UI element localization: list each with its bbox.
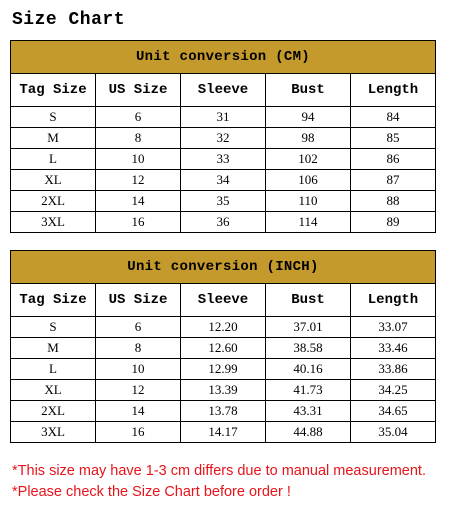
table-cell: 12	[96, 380, 181, 401]
table-cell: 106	[266, 170, 351, 191]
note-check-chart: *Please check the Size Chart before order !	[12, 484, 291, 500]
table-cell: 35.04	[351, 422, 436, 443]
table-cell: 2XL	[11, 401, 96, 422]
table-cell: 12	[96, 170, 181, 191]
column-header-tag-size: Tag Size	[11, 284, 96, 317]
table-cell: 33.07	[351, 317, 436, 338]
table-cell: S	[11, 317, 96, 338]
table-cell: 31	[181, 107, 266, 128]
table-cell: 13.39	[181, 380, 266, 401]
size-table-inch	[10, 250, 436, 443]
table-cell: 89	[351, 212, 436, 233]
table-row	[11, 191, 436, 212]
table-cell: 33	[181, 149, 266, 170]
table-cell: 16	[96, 212, 181, 233]
table-cell: 41.73	[266, 380, 351, 401]
table-row	[11, 359, 436, 380]
table-cell: 8	[96, 128, 181, 149]
table-cell: S	[11, 107, 96, 128]
table-cell: 12.60	[181, 338, 266, 359]
column-header-us-size: US Size	[96, 74, 181, 107]
table-row	[11, 107, 436, 128]
size-table-cm	[10, 40, 436, 233]
table-cell: 94	[266, 107, 351, 128]
table-cell: 37.01	[266, 317, 351, 338]
table-cell: 10	[96, 359, 181, 380]
table-cell: 12.99	[181, 359, 266, 380]
table-cell: 14.17	[181, 422, 266, 443]
table-row	[11, 317, 436, 338]
column-header-tag-size: Tag Size	[11, 74, 96, 107]
table-row	[11, 170, 436, 191]
table-cell: 87	[351, 170, 436, 191]
table-cell: 85	[351, 128, 436, 149]
page-title: Size Chart	[12, 10, 126, 30]
table-cell: 98	[266, 128, 351, 149]
table-cell: 84	[351, 107, 436, 128]
table-row	[11, 338, 436, 359]
table-cell: 114	[266, 212, 351, 233]
column-header-sleeve: Sleeve	[181, 284, 266, 317]
note-measurement: *This size may have 1-3 cm differs due to manual measurement.	[12, 463, 426, 479]
table-cell: 10	[96, 149, 181, 170]
table-cell: 32	[181, 128, 266, 149]
table-cell: 2XL	[11, 191, 96, 212]
table-cell: L	[11, 149, 96, 170]
table-cell: 3XL	[11, 212, 96, 233]
table-cell: 33.46	[351, 338, 436, 359]
table-cell: 43.31	[266, 401, 351, 422]
table-row	[11, 212, 436, 233]
table-cell: 13.78	[181, 401, 266, 422]
column-header-bust: Bust	[266, 74, 351, 107]
table-cell: M	[11, 128, 96, 149]
table-row	[11, 128, 436, 149]
table-cell: 6	[96, 317, 181, 338]
table-cell: 14	[96, 401, 181, 422]
table-cell: 88	[351, 191, 436, 212]
table-row	[11, 401, 436, 422]
table-cell: 110	[266, 191, 351, 212]
column-header-us-size: US Size	[96, 284, 181, 317]
table-cell: 3XL	[11, 422, 96, 443]
disclaimer-notes	[12, 461, 457, 503]
column-header-length: Length	[351, 74, 436, 107]
table-caption-cm: Unit conversion (CM)	[11, 41, 436, 74]
table-cell: 86	[351, 149, 436, 170]
table-cell: 6	[96, 107, 181, 128]
table-cell: 34.65	[351, 401, 436, 422]
table-cell: 33.86	[351, 359, 436, 380]
table-cell: XL	[11, 380, 96, 401]
table-row	[11, 380, 436, 401]
table-cell: 34.25	[351, 380, 436, 401]
table-cell: 12.20	[181, 317, 266, 338]
column-header-bust: Bust	[266, 284, 351, 317]
table-cell: 35	[181, 191, 266, 212]
table-cell: 14	[96, 191, 181, 212]
table-cell: L	[11, 359, 96, 380]
table-cell: M	[11, 338, 96, 359]
table-cell: 8	[96, 338, 181, 359]
table-row	[11, 149, 436, 170]
column-header-sleeve: Sleeve	[181, 74, 266, 107]
table-cell: 40.16	[266, 359, 351, 380]
table-cell: 16	[96, 422, 181, 443]
table-cell: 34	[181, 170, 266, 191]
table-cell: 36	[181, 212, 266, 233]
table-cell: 44.88	[266, 422, 351, 443]
table-cell: 102	[266, 149, 351, 170]
table-caption-inch: Unit conversion (INCH)	[11, 251, 436, 284]
table-cell: XL	[11, 170, 96, 191]
table-cell: 38.58	[266, 338, 351, 359]
column-header-length: Length	[351, 284, 436, 317]
table-row	[11, 422, 436, 443]
